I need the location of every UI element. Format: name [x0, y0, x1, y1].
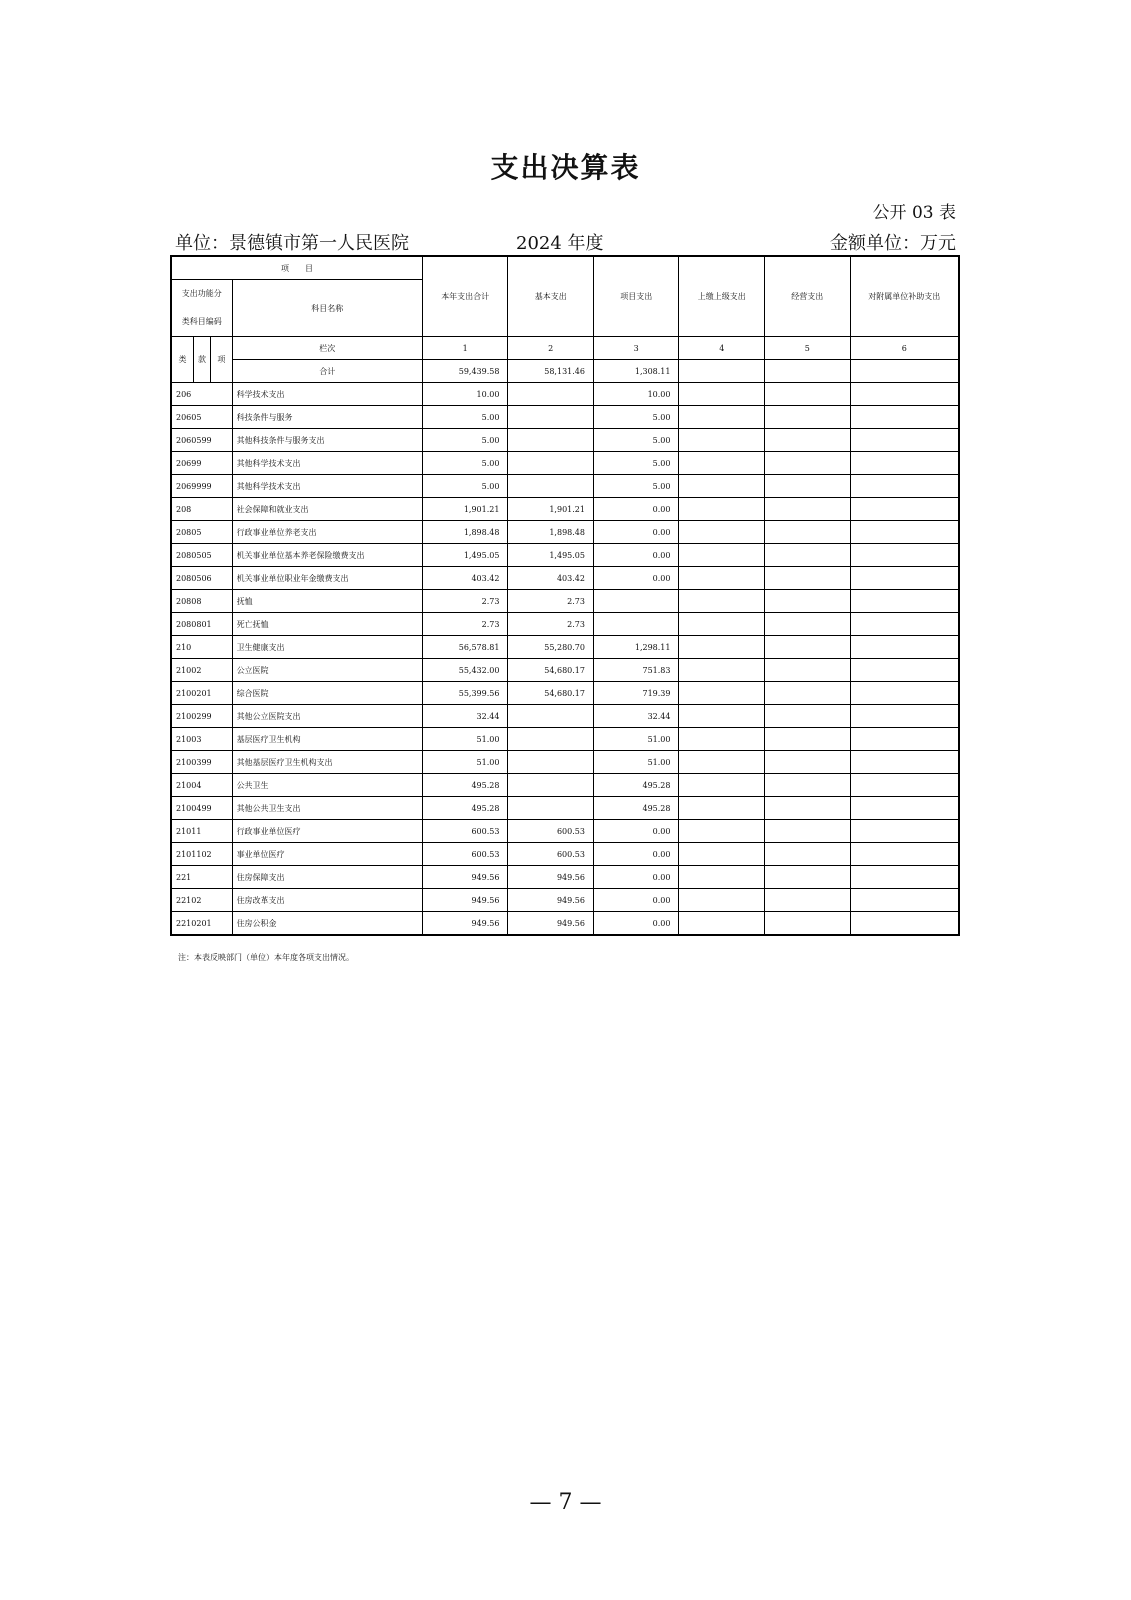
row-total: 600.53	[422, 820, 508, 843]
row-upper	[679, 544, 765, 567]
row-upper	[679, 889, 765, 912]
table-row	[171, 705, 959, 728]
row-basic: 54,680.17	[508, 659, 594, 682]
table-row	[171, 682, 959, 705]
row-total: 51.00	[422, 751, 508, 774]
row-total: 949.56	[422, 889, 508, 912]
row-business	[765, 843, 851, 866]
row-total: 495.28	[422, 774, 508, 797]
row-name: 住房改革支出	[232, 889, 422, 912]
row-upper	[679, 383, 765, 406]
row-total: 32.44	[422, 705, 508, 728]
header-name: 科目名称	[232, 280, 422, 337]
col-number: 2	[508, 337, 594, 360]
row-total: 1,901.21	[422, 498, 508, 521]
row-subsidy	[850, 613, 959, 636]
row-upper	[679, 912, 765, 936]
row-code: 2100299	[171, 705, 232, 728]
row-code: 206	[171, 383, 232, 406]
row-business	[765, 613, 851, 636]
row-upper	[679, 429, 765, 452]
row-project: 719.39	[593, 682, 679, 705]
row-total: 495.28	[422, 797, 508, 820]
row-upper	[679, 406, 765, 429]
row-name: 住房保障支出	[232, 866, 422, 889]
row-basic: 403.42	[508, 567, 594, 590]
row-basic	[508, 383, 594, 406]
total-amount: 59,439.58	[422, 360, 508, 383]
row-business	[765, 751, 851, 774]
row-total: 5.00	[422, 406, 508, 429]
row-code: 2210201	[171, 912, 232, 936]
table-row	[171, 475, 959, 498]
row-subsidy	[850, 383, 959, 406]
row-name: 科学技术支出	[232, 383, 422, 406]
row-name: 其他科学技术支出	[232, 452, 422, 475]
row-code: 20805	[171, 521, 232, 544]
row-basic	[508, 728, 594, 751]
row-total: 5.00	[422, 452, 508, 475]
table-row	[171, 751, 959, 774]
row-subsidy	[850, 406, 959, 429]
row-subsidy	[850, 590, 959, 613]
row-upper	[679, 682, 765, 705]
row-name: 其他基层医疗卫生机构支出	[232, 751, 422, 774]
row-basic	[508, 406, 594, 429]
row-subsidy	[850, 682, 959, 705]
row-basic: 1,898.48	[508, 521, 594, 544]
row-project: 10.00	[593, 383, 679, 406]
header-code-group	[171, 280, 232, 337]
year-label: 2024 年度	[516, 233, 604, 254]
row-code: 2101102	[171, 843, 232, 866]
row-total: 56,578.81	[422, 636, 508, 659]
row-name: 其他公立医院支出	[232, 705, 422, 728]
header-item: 项 目	[171, 256, 422, 280]
row-code: 2060599	[171, 429, 232, 452]
row-total: 949.56	[422, 912, 508, 936]
header-code-group-line2: 类科目编码	[181, 317, 222, 326]
table-row	[171, 889, 959, 912]
row-subsidy	[850, 636, 959, 659]
row-business	[765, 866, 851, 889]
row-project	[593, 613, 679, 636]
row-name: 行政事业单位养老支出	[232, 521, 422, 544]
row-name: 机关事业单位职业年金缴费支出	[232, 567, 422, 590]
row-name: 其他科技条件与服务支出	[232, 429, 422, 452]
row-basic	[508, 751, 594, 774]
row-code: 2069999	[171, 475, 232, 498]
row-project: 0.00	[593, 889, 679, 912]
row-subsidy	[850, 889, 959, 912]
col-number: 1	[422, 337, 508, 360]
row-subsidy	[850, 797, 959, 820]
row-business	[765, 636, 851, 659]
row-total: 51.00	[422, 728, 508, 751]
row-subsidy	[850, 429, 959, 452]
row-upper	[679, 705, 765, 728]
table-row	[171, 659, 959, 682]
row-basic: 54,680.17	[508, 682, 594, 705]
row-business	[765, 521, 851, 544]
row-code: 221	[171, 866, 232, 889]
row-upper	[679, 475, 765, 498]
row-name: 卫生健康支出	[232, 636, 422, 659]
row-business	[765, 728, 851, 751]
header-business: 经营支出	[765, 256, 851, 337]
row-subsidy	[850, 705, 959, 728]
total-basic: 58,131.46	[508, 360, 594, 383]
row-code: 2100201	[171, 682, 232, 705]
table-row	[171, 429, 959, 452]
row-project: 495.28	[593, 774, 679, 797]
row-upper	[679, 567, 765, 590]
row-business	[765, 429, 851, 452]
row-basic: 949.56	[508, 889, 594, 912]
header-total: 本年支出合计	[422, 256, 508, 337]
header-kuan: 款	[193, 337, 210, 383]
row-business	[765, 475, 851, 498]
row-name: 住房公积金	[232, 912, 422, 936]
expenditure-table	[170, 255, 960, 936]
row-code: 2080505	[171, 544, 232, 567]
row-project: 751.83	[593, 659, 679, 682]
row-subsidy	[850, 475, 959, 498]
header-lei: 类	[171, 337, 193, 383]
header-subsidy: 对附属单位补助支出	[850, 256, 959, 337]
row-basic	[508, 774, 594, 797]
row-total: 1,898.48	[422, 521, 508, 544]
row-project: 5.00	[593, 475, 679, 498]
row-upper	[679, 613, 765, 636]
row-basic	[508, 797, 594, 820]
table-row	[171, 544, 959, 567]
table-row	[171, 797, 959, 820]
row-basic	[508, 429, 594, 452]
row-code: 2080801	[171, 613, 232, 636]
header-project: 项目支出	[593, 256, 679, 337]
row-total: 55,432.00	[422, 659, 508, 682]
row-code: 20699	[171, 452, 232, 475]
row-name: 综合医院	[232, 682, 422, 705]
row-code: 20808	[171, 590, 232, 613]
row-total: 5.00	[422, 475, 508, 498]
row-total: 5.00	[422, 429, 508, 452]
row-basic: 949.56	[508, 866, 594, 889]
row-code: 21011	[171, 820, 232, 843]
row-project: 51.00	[593, 728, 679, 751]
row-business	[765, 820, 851, 843]
row-basic: 1,495.05	[508, 544, 594, 567]
row-subsidy	[850, 774, 959, 797]
col-number: 3	[593, 337, 679, 360]
row-project: 0.00	[593, 843, 679, 866]
table-row	[171, 912, 959, 936]
row-basic: 600.53	[508, 843, 594, 866]
row-upper	[679, 797, 765, 820]
row-upper	[679, 590, 765, 613]
row-total: 1,495.05	[422, 544, 508, 567]
page-title: 支出决算表	[490, 151, 641, 184]
row-total: 2.73	[422, 613, 508, 636]
row-name: 科技条件与服务	[232, 406, 422, 429]
row-code: 22102	[171, 889, 232, 912]
row-basic: 600.53	[508, 820, 594, 843]
row-basic: 2.73	[508, 613, 594, 636]
col-number: 4	[679, 337, 765, 360]
row-upper	[679, 751, 765, 774]
row-business	[765, 544, 851, 567]
table-row	[171, 613, 959, 636]
row-total: 403.42	[422, 567, 508, 590]
row-project: 5.00	[593, 452, 679, 475]
row-business	[765, 452, 851, 475]
footnote: 注：本表反映部门（单位）本年度各项支出情况。	[178, 953, 354, 962]
row-project: 495.28	[593, 797, 679, 820]
unit-label: 单位：景德镇市第一人民医院	[175, 233, 409, 254]
header-basic: 基本支出	[508, 256, 594, 337]
table-row	[171, 383, 959, 406]
row-subsidy	[850, 912, 959, 936]
table-row	[171, 521, 959, 544]
table-row	[171, 728, 959, 751]
row-name: 基层医疗卫生机构	[232, 728, 422, 751]
row-business	[765, 383, 851, 406]
row-business	[765, 705, 851, 728]
page-number: — 7 —	[529, 1490, 602, 1515]
row-subsidy	[850, 567, 959, 590]
row-upper	[679, 866, 765, 889]
header-code-group-line1: 支出功能分	[181, 289, 222, 298]
row-total: 2.73	[422, 590, 508, 613]
row-code: 210	[171, 636, 232, 659]
row-subsidy	[850, 498, 959, 521]
row-basic: 949.56	[508, 912, 594, 936]
total-project: 1,308.11	[593, 360, 679, 383]
row-code: 21004	[171, 774, 232, 797]
row-name: 公共卫生	[232, 774, 422, 797]
header-lanci: 栏次	[232, 337, 422, 360]
row-subsidy	[850, 751, 959, 774]
table-row	[171, 774, 959, 797]
row-code: 2100399	[171, 751, 232, 774]
table-row	[171, 866, 959, 889]
row-code: 21002	[171, 659, 232, 682]
row-basic	[508, 452, 594, 475]
row-project: 1,298.11	[593, 636, 679, 659]
row-code: 2080506	[171, 567, 232, 590]
row-code: 2100499	[171, 797, 232, 820]
row-basic	[508, 475, 594, 498]
row-name: 公立医院	[232, 659, 422, 682]
row-name: 事业单位医疗	[232, 843, 422, 866]
row-name: 机关事业单位基本养老保险缴费支出	[232, 544, 422, 567]
row-upper	[679, 452, 765, 475]
row-business	[765, 498, 851, 521]
table-row	[171, 636, 959, 659]
header-xiang: 项	[211, 337, 232, 383]
table-row	[171, 406, 959, 429]
row-basic: 2.73	[508, 590, 594, 613]
row-code: 21003	[171, 728, 232, 751]
row-business	[765, 682, 851, 705]
total-row	[171, 360, 959, 383]
row-total: 10.00	[422, 383, 508, 406]
form-number: 公开 03 表	[872, 203, 956, 223]
row-business	[765, 774, 851, 797]
total-label: 合计	[232, 360, 422, 383]
row-project: 0.00	[593, 567, 679, 590]
row-project: 32.44	[593, 705, 679, 728]
row-project: 51.00	[593, 751, 679, 774]
row-name: 死亡抚恤	[232, 613, 422, 636]
row-business	[765, 406, 851, 429]
row-name: 抚恤	[232, 590, 422, 613]
row-business	[765, 659, 851, 682]
table-row	[171, 498, 959, 521]
row-project: 0.00	[593, 544, 679, 567]
row-business	[765, 567, 851, 590]
row-project: 5.00	[593, 406, 679, 429]
row-project: 0.00	[593, 820, 679, 843]
row-upper	[679, 843, 765, 866]
row-basic: 55,280.70	[508, 636, 594, 659]
row-upper	[679, 659, 765, 682]
row-business	[765, 889, 851, 912]
row-total: 949.56	[422, 866, 508, 889]
row-business	[765, 912, 851, 936]
row-upper	[679, 636, 765, 659]
row-project: 0.00	[593, 866, 679, 889]
row-project: 0.00	[593, 521, 679, 544]
row-code: 20605	[171, 406, 232, 429]
row-project: 5.00	[593, 429, 679, 452]
row-basic: 1,901.21	[508, 498, 594, 521]
row-upper	[679, 820, 765, 843]
row-subsidy	[850, 452, 959, 475]
row-upper	[679, 728, 765, 751]
row-name: 其他公共卫生支出	[232, 797, 422, 820]
row-upper	[679, 774, 765, 797]
money-unit-label: 金额单位：万元	[830, 233, 956, 254]
table-row	[171, 567, 959, 590]
row-subsidy	[850, 843, 959, 866]
row-subsidy	[850, 866, 959, 889]
row-name: 社会保障和就业支出	[232, 498, 422, 521]
row-subsidy	[850, 659, 959, 682]
row-project: 0.00	[593, 498, 679, 521]
row-name: 其他科学技术支出	[232, 475, 422, 498]
row-basic	[508, 705, 594, 728]
table-row	[171, 820, 959, 843]
row-subsidy	[850, 820, 959, 843]
table-row	[171, 590, 959, 613]
row-project: 0.00	[593, 912, 679, 936]
row-upper	[679, 498, 765, 521]
row-code: 208	[171, 498, 232, 521]
col-number: 5	[765, 337, 851, 360]
row-project	[593, 590, 679, 613]
row-upper	[679, 521, 765, 544]
row-subsidy	[850, 521, 959, 544]
table-row	[171, 843, 959, 866]
row-business	[765, 797, 851, 820]
col-number: 6	[850, 337, 959, 360]
header-upper: 上缴上级支出	[679, 256, 765, 337]
row-business	[765, 590, 851, 613]
row-subsidy	[850, 728, 959, 751]
row-total: 600.53	[422, 843, 508, 866]
row-name: 行政事业单位医疗	[232, 820, 422, 843]
row-subsidy	[850, 544, 959, 567]
table-row	[171, 452, 959, 475]
row-total: 55,399.56	[422, 682, 508, 705]
